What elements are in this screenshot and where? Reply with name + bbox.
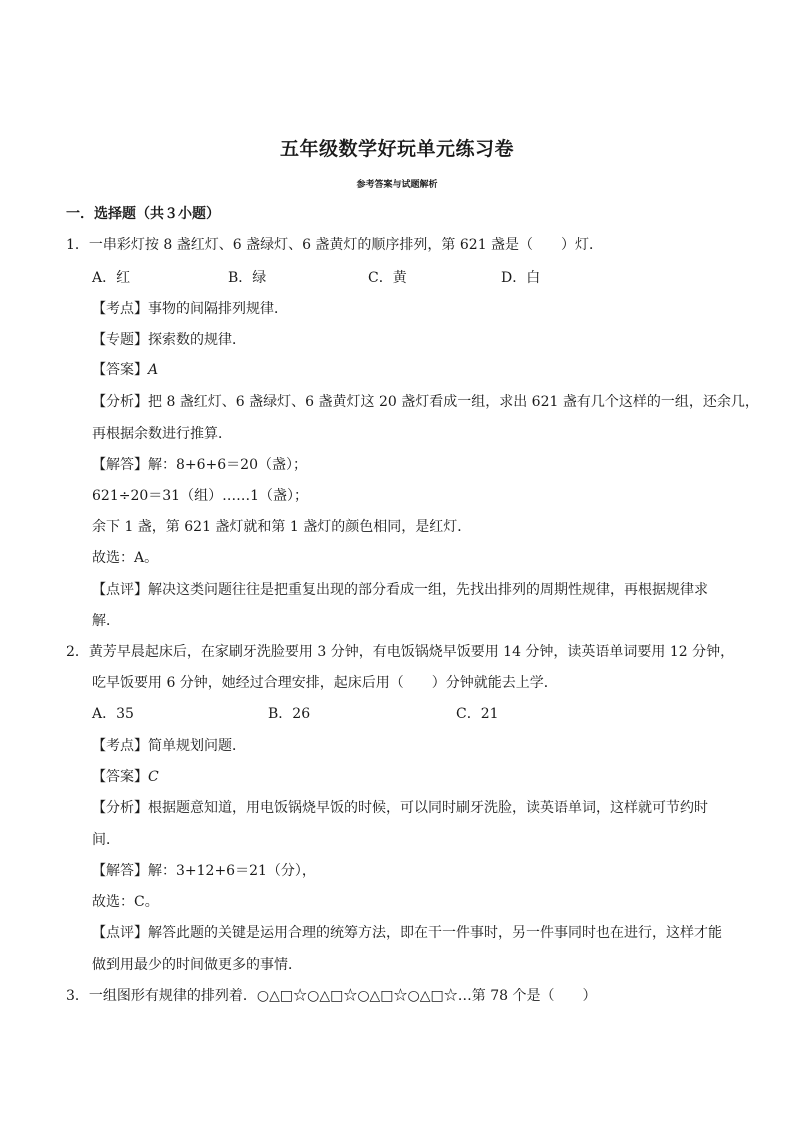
q2-kaodian-label: 【考点】 <box>92 738 148 754</box>
q2-dianping-cont: 做到用最少的时间做更多的事情． <box>92 957 302 973</box>
q1-fenxi-label: 【分析】 <box>92 394 148 410</box>
section-heading: 一．选择题（共３小题） <box>66 206 220 222</box>
q1-zhuanti-text: 探索数的规律． <box>148 332 246 348</box>
q1-dianping-cont: 解． <box>92 613 120 629</box>
q1-jieda-text: 解：8+6+6＝20（盏）； <box>148 457 307 473</box>
q2-jieda <box>92 861 316 881</box>
q2-jieda-text: 解：3+12+6＝21（分）， <box>148 863 316 879</box>
q3-stem: 3．一组图形有规律的排列着．○△□☆○△□☆○△□☆○△□☆…第 78 个是（ ） <box>66 988 597 1004</box>
q2-stem-cont: 吃早饭要用 6 分钟，她经过合理安排，起床后用（ ）分钟就能去上学． <box>92 675 558 691</box>
q2-option-a: A．35 <box>92 706 134 722</box>
q1-kaodian-label: 【考点】 <box>92 301 148 317</box>
q2-dianping-label: 【点评】 <box>92 925 148 941</box>
q1-jieda <box>92 455 307 475</box>
q2-fenxi-cont: 间． <box>92 832 120 848</box>
q2-daan-text: C <box>148 769 159 785</box>
q2-fenxi-text: 根据题意知道，用电饭锅烧早饭的时候，可以同时刷牙洗脸，读英语单词，这样就可节约时 <box>148 800 708 816</box>
q1-option-a: A．红 <box>92 270 131 286</box>
page-title: 五年级数学好玩单元练习卷 <box>279 138 514 160</box>
q2-dianping <box>92 923 722 943</box>
q1-zhuanti-label: 【专题】 <box>92 332 148 348</box>
q1-stem: 1．一串彩灯按 8 盏红灯、6 盏绿灯、6 盏黄灯的顺序排列，第 621 盏是（ ）灯． <box>66 237 604 253</box>
q2-fenxi <box>92 798 708 818</box>
q1-daan-label: 【答案】 <box>92 362 148 378</box>
q2-guxuan: 故选：C。 <box>92 894 159 910</box>
q2-daan <box>92 767 159 787</box>
q2-dianping-text: 解答此题的关键是运用合理的统筹方法，即在干一件事时，另一件事同时也在进行，这样才能 <box>148 925 722 941</box>
q1-kaodian <box>92 299 288 319</box>
q1-dianping-text: 解决这类问题往往是把重复出现的部分看成一组，先找出排列的周期性规律，再根据规律求 <box>148 582 708 598</box>
q2-option-c: C．21 <box>456 706 499 722</box>
q2-fenxi-label: 【分析】 <box>92 800 148 816</box>
q1-daan-text: A <box>148 362 159 378</box>
q1-jieda-label: 【解答】 <box>92 457 148 473</box>
q1-option-c: C．黄 <box>368 270 407 286</box>
q1-fenxi <box>92 392 759 412</box>
q2-jieda-label: 【解答】 <box>92 863 148 879</box>
q2-option-b: B．26 <box>268 706 311 722</box>
q1-dianping <box>92 580 708 600</box>
q2-kaodian-text: 简单规划问题． <box>148 738 246 754</box>
q1-jieda-step2: 621÷20＝31（组）……1（盏）； <box>92 488 308 504</box>
q1-option-d: D．白 <box>501 270 541 286</box>
q1-option-b: B．绿 <box>228 270 267 286</box>
q1-jieda-step3: 余下 1 盏，第 621 盏灯就和第 1 盏灯的颜色相同，是红灯． <box>92 519 472 535</box>
q2-kaodian <box>92 736 246 756</box>
page-subtitle: 参考答案与试题解析 <box>356 180 438 190</box>
q2-daan-label: 【答案】 <box>92 769 148 785</box>
q1-kaodian-text: 事物的间隔排列规律． <box>148 301 288 317</box>
q1-fenxi-text: 把 8 盏红灯、6 盏绿灯、6 盏黄灯这 20 盏灯看成一组，求出 621 盏有几个这样的一组，还余几， <box>148 394 759 410</box>
q1-daan <box>92 360 158 380</box>
q2-stem: 2．黄芳早晨起床后，在家刷牙洗脸要用 3 分钟，有电饭锅烧早饭要用 14 分钟，读英语单词要用 12 分钟， <box>66 644 735 660</box>
q1-zhuanti <box>92 330 246 350</box>
q1-fenxi-cont: 再根据余数进行推算． <box>92 426 232 442</box>
q1-guxuan: 故选：A。 <box>92 550 159 566</box>
q1-dianping-label: 【点评】 <box>92 582 148 598</box>
